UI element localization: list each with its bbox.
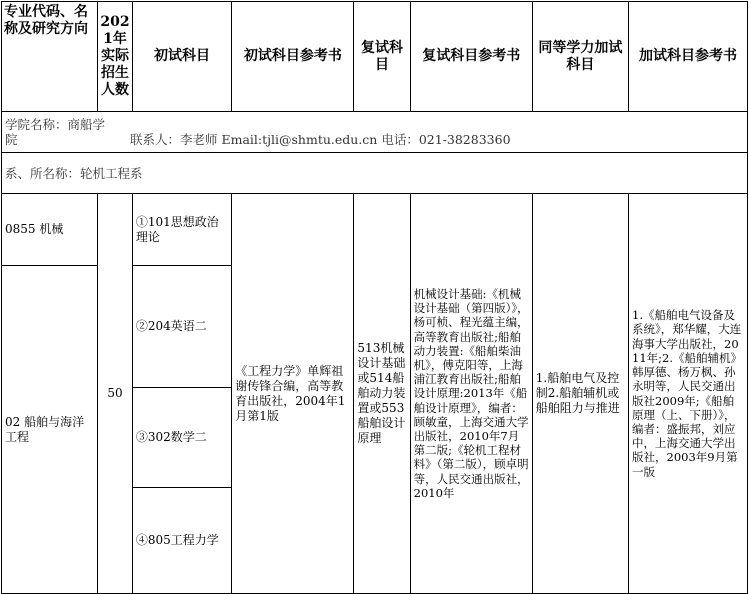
extra-books: 1.《船舶电气设备及系统》，郑华耀，大连海事大学出版社，2011年;2.《船舶辅机》韩厚德、杨万枫、孙永明等，人民交通出版社2009年;《船舶原理（上、下册）》，编者：盛振邦，刘应中，上海交通大学出版社，2003年9月第一版 (629, 194, 748, 594)
department-row (2, 153, 748, 194)
admission-table (1, 1, 748, 594)
exam-subject-4: ④805工程力学 (132, 488, 231, 594)
header-exam-books: 初试科目参考书 (232, 2, 354, 112)
major-name: 0855 机械 (2, 194, 98, 266)
research-direction: 02 船舶与海洋工程 (2, 266, 98, 594)
header-row (2, 2, 748, 112)
header-extra-books: 加试科目参考书 (629, 2, 748, 112)
exam-subject-1: ①101思想政治理论 (132, 194, 231, 266)
exam-books: 《工程力学》单辉祖谢传锋合编，高等教育出版社，2004年1月第1版 (232, 194, 354, 594)
exam-subject-2: ②204英语二 (132, 266, 231, 388)
header-exam-subjects: 初试科目 (132, 2, 231, 112)
college-row (2, 112, 748, 153)
retest-books: 机械设计基础:《机械设计基础（第四版）》，杨可桢、程光蕴主编，高等教育出版社;船舶动力装置:《船舶柴油机》，傅克阳等，上海浦江教育出版社;船舶设计原理:2013年《船舶设计原理》，编者：顾敏童，上海交通大学出版社，2010年7月第二版;《轮机工程材料》（第二版），顾卓明等，人民交通出版社，2010年 (410, 194, 532, 594)
college-contact: 联系人：李老师 Email:tjli@shmtu.edu.cn 电话：021-38283360 (130, 132, 511, 147)
header-extra-subjects: 同等学力加试科目 (532, 2, 628, 112)
header-retest-books: 复试科目参考书 (410, 2, 532, 112)
retest-subjects: 513机械设计基础或514船舶动力装置或553船舶设计原理 (354, 194, 410, 594)
major-row (2, 194, 748, 266)
header-retest-subjects: 复试科目 (354, 2, 410, 112)
department-name: 系、所名称：轮机工程系 (2, 153, 748, 194)
enrollment-count: 50 (98, 194, 133, 594)
header-enrollment: 2021年实际招生人数 (98, 2, 133, 112)
college-name: 学院名称：商船学院 (5, 117, 106, 147)
header-major: 专业代码、名称及研究方向 (2, 2, 98, 112)
exam-subject-3: ③302数学二 (132, 388, 231, 488)
extra-subjects: 1.船舶电气及控制2.船舶辅机或船舶阻力与推进 (532, 194, 628, 594)
